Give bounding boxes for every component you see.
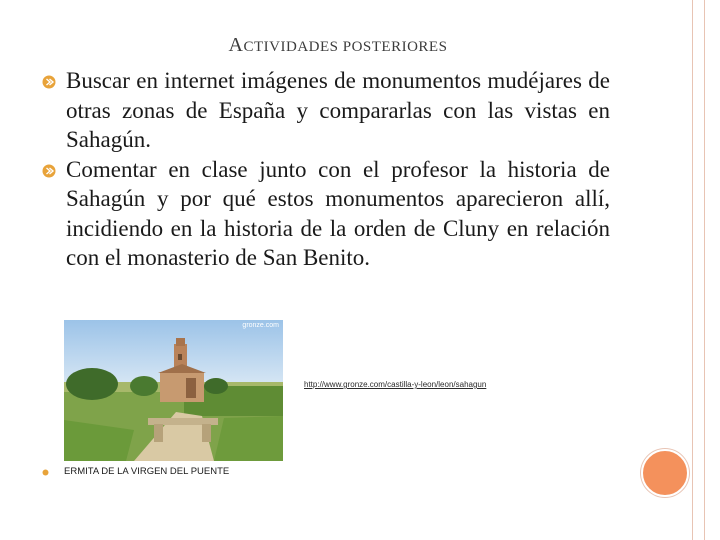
slide-title: [0, 34, 676, 57]
frame-line-right: [704, 0, 705, 540]
small-bullet-icon: [42, 469, 49, 476]
bullet-item-2: [42, 155, 610, 273]
title-word-2: POSTERIORES: [342, 39, 448, 55]
circled-chevron-icon: [42, 164, 56, 178]
photo-watermark: gronze.com: [242, 322, 279, 329]
circled-chevron-icon: [42, 75, 56, 89]
hermitage-photo: [64, 320, 283, 461]
bullet-text-2: Comentar en clase junto con el profesor la historia de Sahagún y por qué estos monumentos aparecieron allí, incidiendo en la historia de la orden de Cluny en relación con el monasterio de San Benito.: [66, 156, 610, 270]
bullet-text-1: Buscar en internet imágenes de monumentos mudéjares de otras zonas de España y compararlas con las vistas en Sahagún.: [66, 68, 610, 152]
caption-item: [42, 466, 229, 477]
decorative-circle: [641, 449, 689, 497]
hermitage-photo-illustration: [64, 320, 283, 461]
title-word-1: CTIVIDADES: [243, 39, 343, 55]
bullet-item-1: [42, 66, 610, 155]
frame-line-left: [692, 0, 693, 540]
bullet-list: [42, 66, 610, 273]
title-initial: A: [228, 34, 244, 56]
caption-text: ERMITA DE LA VIRGEN DEL PUENTE: [64, 466, 230, 477]
source-link[interactable]: http://www.gronze.com/castilla-y-leon/leon/sahagun: [304, 380, 487, 389]
